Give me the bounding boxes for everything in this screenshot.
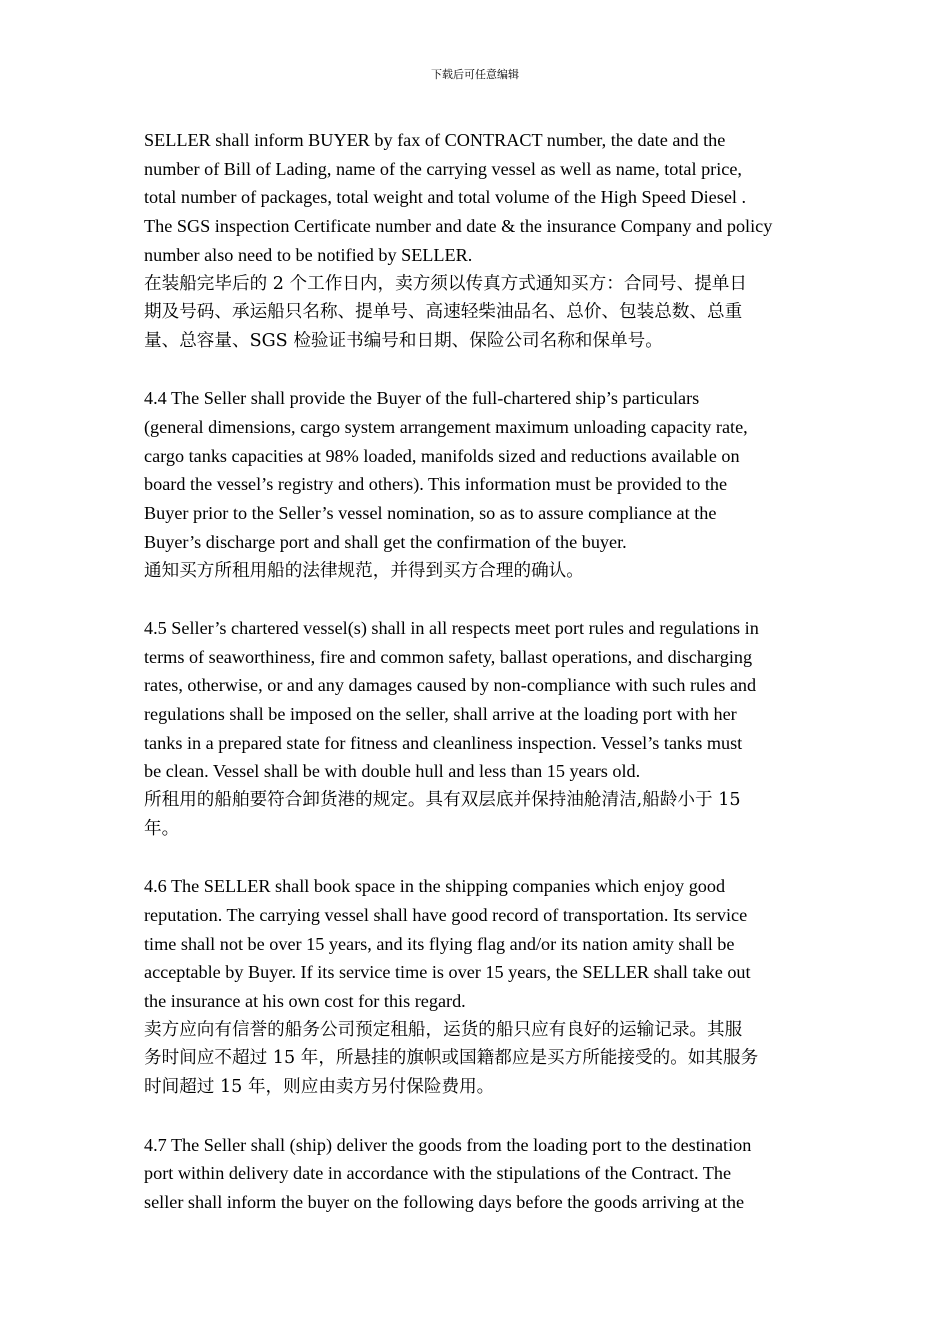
paragraph-gap — [144, 1102, 810, 1131]
paragraph-gap — [144, 844, 810, 873]
clause-4-5-en: 4.5 Seller’s chartered vessel(s) shall in all respects meet port rules and regulations in terms of seaworthiness, fire and common safety, ballast operations, and discharging rates, otherwise, or and any damages caused by non-compliance with such rules and regulations shall be imposed on the seller, shall arrive at the loading port with her tanks in a prepared state for fitness and cleanliness inspection. Vessel’s tanks must be clean. Vessel shall be with double hull and less than 15 years old. — [144, 617, 759, 782]
paragraph-gap — [144, 356, 810, 385]
page-header: 下载后可任意编辑 — [431, 68, 519, 81]
clause-4-6-zh: 卖方应向有信誉的船务公司预定租船，运货的船只应有良好的运输记录。其服 务时间应不超过 15 年，所悬挂的旗帜或国籍都应是买方所能接受的。如其服务 时间超过 15 年，则应由卖方另付保险费用。 — [144, 1019, 759, 1098]
shipment-notice-en: SELLER shall inform BUYER by fax of CONTRACT number, the date and the number of Bill of Lading, name of the carrying vessel as well as name, total price, total number of packages, total weight and total volume of the High Speed Diesel . The SGS inspection Certificate number and date & the insurance Company and policy number also need to be notified by SELLER. — [144, 130, 773, 265]
clause-4-6-en: 4.6 The SELLER shall book space in the shipping companies which enjoy good reputation. The carrying vessel shall have good record of transportation. Its service time shall not be over 15 years, and its flying flag and/or its nation amity shall be acceptable by Buyer. If its service time is over 15 years, the SELLER shall take out the insurance at his own cost for this regard. — [144, 876, 751, 1012]
shipment-notice-zh: 在装船完毕后的 2 个工作日内，卖方须以传真方式通知买方：合同号、提单日 期及号码、承运船只名称、提单号、高速轻柴油品名、总价、包装总数、总重 量、总容量、SGS 检验证书编号和日期、保险公司名称和保单号。 — [144, 273, 747, 351]
clause-4-7-en: 4.7 The Seller shall (ship) deliver the goods from the loading port to the destination port within delivery date in accordance with the stipulations of the Contract. The seller shall inform the buyer on the following days before the goods arriving at the — [144, 1134, 752, 1212]
document-body — [144, 126, 810, 1217]
clause-4-5-zh: 所租用的船舶要符合卸货港的规定。具有双层底并保持油舱清洁,船龄小于 15 年。 — [144, 790, 741, 839]
clause-4-4-zh: 通知买方所租用船的法律规范，并得到买方合理的确认。 — [144, 560, 584, 581]
clause-4-4-en: 4.4 The Seller shall provide the Buyer of the full-chartered ship’s particulars (general dimensions, cargo system arrangement maximum unloading capacity rate, cargo tanks capacities at 98% loaded, manifolds sized and reductions available on board the vessel’s registry and others). This information must be provided to the Buyer prior to the Seller’s vessel nomination, so as to assure compliance at the Buyer’s discharge port and shall get the confirmation of the buyer. — [144, 388, 748, 552]
paragraph-gap — [144, 585, 810, 614]
